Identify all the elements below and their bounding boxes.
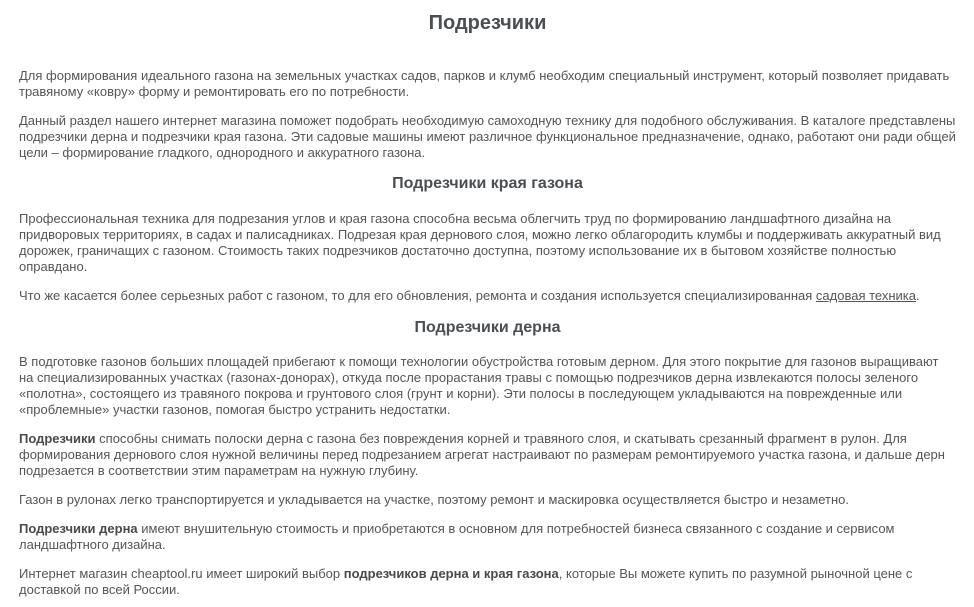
sod-paragraph-5-bold: подрезчиков дерна и края газона: [343, 566, 559, 581]
sod-paragraph-1: В подготовке газонов больших площадей прибегают к помощи технологии обустройства готовым дерном. Для этого покрытие для газонов выращивают на специализированных участках (газонах-донорах), откуда после прорастания травы с помощью подрезчиков дерна извлекаются полосы зеленого «полотна», состоящего из травяного покрова и грунтового слоя (грунт и корни). Эти полосы в последующем укладываются на поврежденные или «проблемные» участки газонов, помогая быстро устранить недостатки.: [19, 354, 939, 417]
sod-paragraph-3: Газон в рулонах легко транспортируется и укладывается на участке, поэтому ремонт и маскировка осуществляется быстро и незаметно.: [19, 492, 850, 507]
page-title: Подрезчики: [428, 12, 547, 34]
edge-paragraph-1: Профессиональная техника для подрезания углов и края газона способна весьма облегчить труд по формированию ландшафтного дизайна на придворовых территориях, в садах и палисадниках. Подрезая края дернового слоя, можно легко облагородить клумбы и поддерживать аккуратный вид дорожек, граничащих с газоном. Стоимость таких подрезчиков достаточно доступна, поэтому использование их в бытовом хозяйстве полностью оправдано.: [19, 211, 941, 274]
edge-paragraph-2: [19, 288, 956, 304]
sod-paragraph-5-text: Интернет магазин cheaptool.ru имеет широкий выбор: [19, 566, 344, 581]
sod-paragraph-2-text: способны снимать полоски дерна с газона без повреждения корней и травяного слоя, и скатывать срезанный фрагмент в рулон. Для формирования дернового слоя нужной величины перед подрезанием агрегат настраивают по размерам ремонтируемого участка газона, и дальше дерн подрезается в соответствии этим параметрам на нужную глубину.: [19, 431, 945, 478]
sod-paragraph-5: [19, 566, 956, 598]
sod-paragraph-4-text: имеют внушительную стоимость и приобретаются в основном для потребностей бизнеса связанного с создание и сервисом ландшафтного дизайна.: [19, 521, 895, 552]
sod-paragraph-4: [19, 521, 956, 553]
sod-paragraph-4-bold: Подрезчики дерна: [19, 521, 138, 536]
sod-paragraph-2-bold: Подрезчики: [19, 431, 96, 446]
intro-paragraph-1: Для формирования идеального газона на земельных участках садов, парков и клумб необходим специальный инструмент, который позволяет придавать травяному «ковру» форму и ремонтировать его по потребности.: [19, 68, 950, 99]
garden-equipment-link[interactable]: садовая техника: [815, 288, 916, 303]
edge-paragraph-2-text: Что же касается более серьезных работ с газоном, то для его обновления, ремонта и создания используется специализированная: [19, 288, 816, 303]
edge-paragraph-2-end: .: [916, 288, 920, 303]
sod-paragraph-2: [19, 431, 956, 479]
section-heading-sod-cutters: Подрезчики дерна: [414, 319, 561, 336]
sod-paragraph-5-end: , которые Вы можете купить по разумной рыночной цене с доставкой по всей России.: [19, 566, 913, 597]
section-heading-edge-trimmers: Подрезчики края газона: [392, 175, 583, 192]
intro-paragraph-2: Данный раздел нашего интернет магазина поможет подобрать необходимую самоходную технику для подобного обслуживания. В каталоге представлены подрезчики дерна и подрезчики края газона. Эти садовые машины имеют различное функциональное предназначение, однако, работают они ради общей цели – формирование гладкого, однородного и аккуратного газона.: [19, 113, 956, 160]
